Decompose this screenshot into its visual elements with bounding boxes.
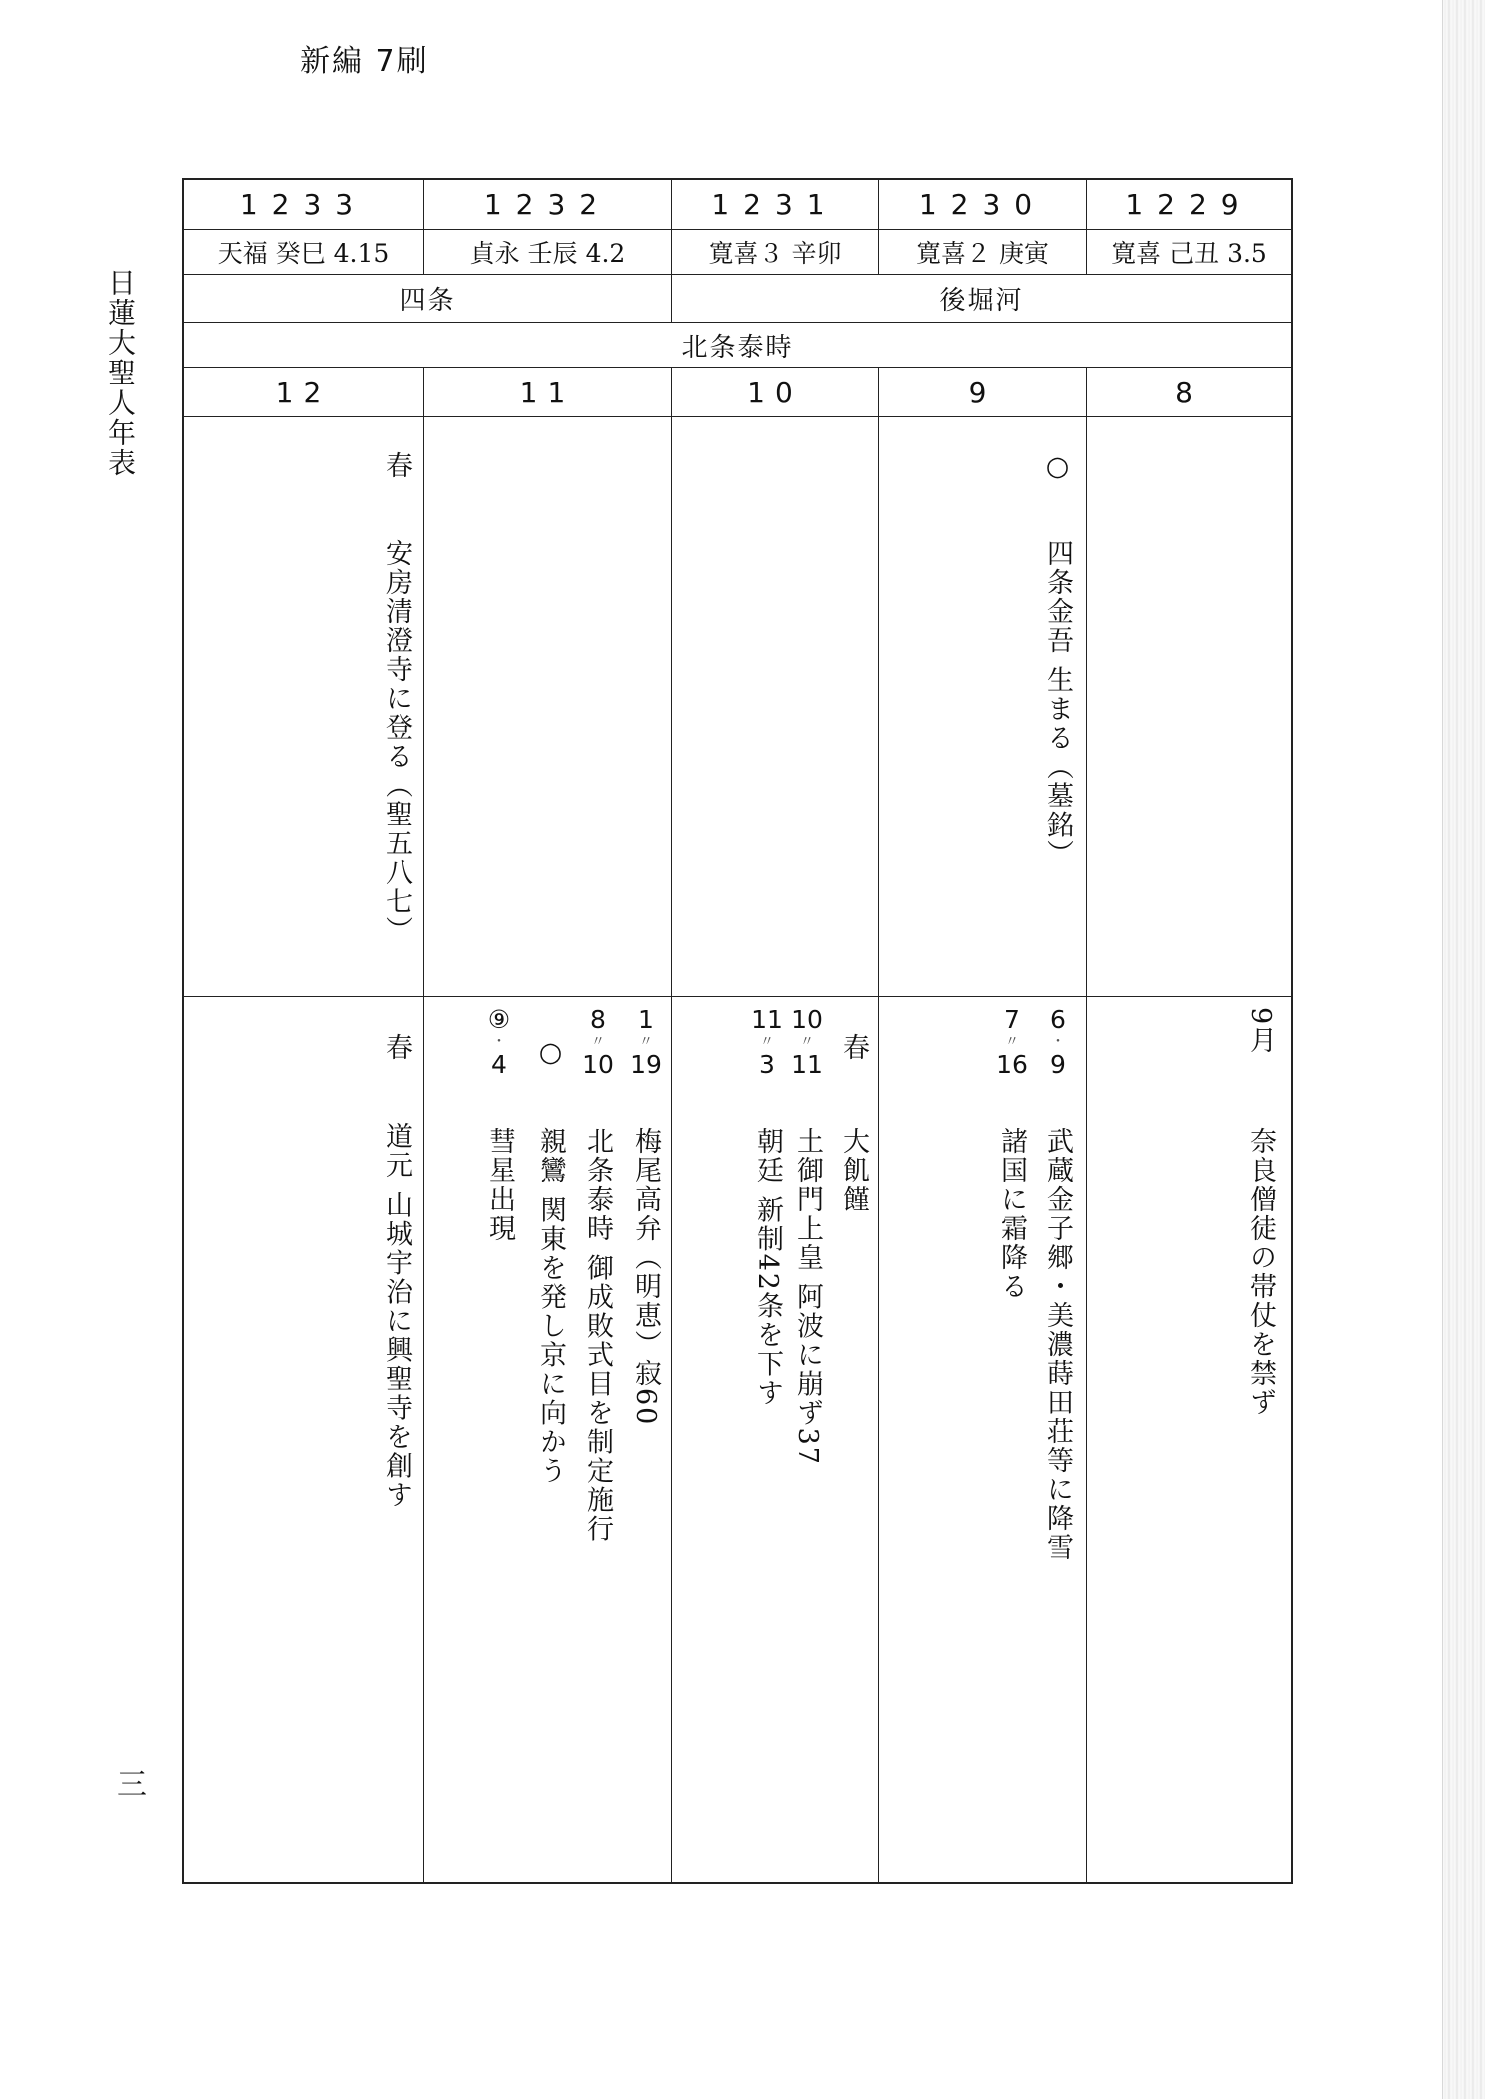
scan-page-edge <box>1442 0 1485 2099</box>
date-day: 16 <box>996 1050 1028 1079</box>
date-day: 3 <box>759 1050 775 1079</box>
age-cell <box>1087 368 1291 416</box>
event-text: 土御門上皇 阿波に崩ず37 <box>792 1127 823 1466</box>
dot-mark: ・ <box>1051 1034 1065 1050</box>
event-date <box>750 1007 784 1077</box>
era-cell <box>184 230 424 274</box>
age-cell <box>672 368 879 416</box>
regent-cell <box>184 323 1291 367</box>
daishonin-col-1229 <box>1087 417 1291 996</box>
ditto-mark: 〃 <box>591 1034 605 1050</box>
year-cell <box>184 180 424 229</box>
events-row <box>184 997 1291 1882</box>
date-month: 6 <box>1050 1005 1066 1034</box>
event-text: 諸国に霜降る <box>996 1127 1027 1301</box>
event-date <box>582 1005 614 1079</box>
event-text: 梅尾高弁（明恵）寂60 <box>630 1127 661 1427</box>
date-day: 11 <box>791 1050 823 1079</box>
side-title: 日蓮大聖人年表 <box>104 268 137 478</box>
era-kangi-3: 寛喜３ 辛卯 <box>708 239 842 268</box>
date-month: 7 <box>1004 1005 1020 1034</box>
year-cell <box>879 180 1087 229</box>
date-day: 9 <box>1050 1050 1066 1079</box>
events-col-1233 <box>184 997 424 1882</box>
dot-mark: ・ <box>492 1034 506 1050</box>
era-cell <box>424 230 672 274</box>
year-cell <box>672 180 879 229</box>
emperor-row <box>184 275 1291 323</box>
year-1231: 1231 <box>711 188 839 221</box>
emperor-cell <box>672 275 1291 322</box>
year-1229: 1229 <box>1125 188 1253 221</box>
season-label: 春 <box>381 451 412 480</box>
age-8: 8 <box>1175 375 1203 409</box>
event-text: 道元 山城宇治に興聖寺を創す <box>381 1122 412 1510</box>
events-col-1232 <box>424 997 672 1882</box>
event-date <box>630 1005 662 1079</box>
era-row <box>184 230 1291 275</box>
era-kangi-1: 寛喜 己丑 3.5 <box>1111 239 1267 268</box>
era-cell <box>1087 230 1291 274</box>
season-label: 春 <box>838 1033 869 1062</box>
year-1232: 1232 <box>483 188 612 221</box>
event-text: 大飢饉 <box>838 1127 869 1214</box>
event-date <box>486 1007 512 1077</box>
year-cell <box>1087 180 1291 229</box>
era-cell <box>672 230 879 274</box>
age-11: 11 <box>519 375 576 409</box>
daishonin-event: 四条金吾 生まる（墓銘） <box>1042 539 1073 869</box>
daishonin-col-1232 <box>424 417 672 996</box>
event-date <box>1044 1007 1072 1077</box>
daishonin-row <box>184 417 1291 997</box>
era-kangi-2: 寛喜２ 庚寅 <box>916 239 1049 268</box>
age-9: 9 <box>968 375 997 409</box>
event-text: 彗星出現 <box>484 1127 515 1243</box>
year-1233: 1233 <box>239 188 368 221</box>
date-day: 19 <box>630 1050 662 1079</box>
header-label: 新編 7刷 <box>300 44 429 79</box>
ditto-mark: 〃 <box>800 1034 814 1050</box>
year-row <box>184 180 1291 230</box>
ditto-mark: 〃 <box>760 1034 774 1050</box>
event-month: 9月 <box>1245 1007 1276 1056</box>
daishonin-col-1233 <box>184 417 424 996</box>
emperor-cell <box>184 275 672 322</box>
date-month: 11 <box>751 1005 783 1034</box>
age-10: 10 <box>747 375 803 409</box>
date-day: 4 <box>491 1050 507 1079</box>
age-cell <box>184 368 424 416</box>
event-text: 親鸞 関東を発し京に向かう <box>535 1127 566 1486</box>
event-text: 奈良僧徒の帯仗を禁ず <box>1245 1127 1276 1417</box>
event-text: 朝廷 新制42条を下す <box>752 1127 783 1408</box>
age-row <box>184 368 1291 417</box>
daishonin-event: 安房清澄寺に登る（聖五八七） <box>381 539 412 945</box>
date-month: 8 <box>590 1005 606 1034</box>
date-month: 1 <box>638 1005 654 1034</box>
year-1230: 1230 <box>918 188 1047 221</box>
ditto-mark: 〃 <box>639 1034 653 1050</box>
chronology-table <box>182 178 1293 1884</box>
page-number: 三 <box>111 1768 146 1798</box>
event-text: 北条泰時 御成敗式目を制定施行 <box>582 1127 613 1544</box>
regent-row <box>184 323 1291 368</box>
age-cell <box>879 368 1087 416</box>
era-joei: 貞永 壬辰 4.2 <box>469 239 626 268</box>
circle-mark: ○ <box>1042 451 1073 484</box>
daishonin-col-1230 <box>879 417 1087 996</box>
era-tenpuku: 天福 癸巳 4.15 <box>217 239 390 268</box>
events-col-1230 <box>879 997 1087 1882</box>
events-col-1231 <box>672 997 879 1882</box>
emperor-gohorikawa: 後堀河 <box>939 286 1024 316</box>
era-cell <box>879 230 1087 274</box>
year-cell <box>424 180 672 229</box>
event-text: 武蔵金子郷・美濃蒔田荘等に降雪 <box>1042 1127 1073 1562</box>
event-date <box>998 1007 1026 1077</box>
age-12: 12 <box>275 375 332 409</box>
date-month: 10 <box>791 1005 823 1034</box>
event-date <box>790 1007 824 1077</box>
daishonin-col-1231 <box>672 417 879 996</box>
age-cell <box>424 368 672 416</box>
emperor-shijo: 四条 <box>399 286 456 316</box>
regent-name: 北条泰時 <box>681 332 794 363</box>
season-label: 春 <box>381 1033 412 1062</box>
date-day: 10 <box>582 1050 614 1079</box>
date-month: ⑨ <box>487 1005 511 1034</box>
ditto-mark: 〃 <box>1005 1034 1019 1050</box>
circle-mark: ○ <box>535 1037 566 1070</box>
events-col-1229 <box>1087 997 1291 1882</box>
